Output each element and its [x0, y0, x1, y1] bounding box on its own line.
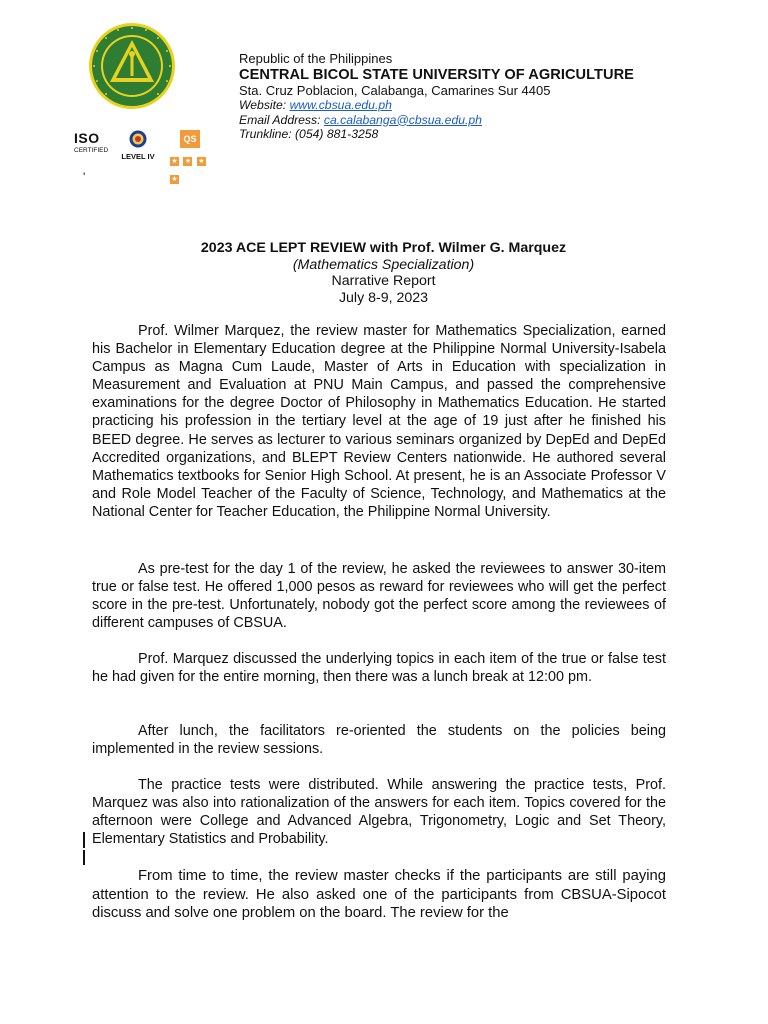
- text-cursor-mark: [83, 832, 85, 848]
- paragraph: The practice tests were distributed. While answering the practice tests, Prof. Marquez was also into rationalization of the answers for each item. Topics covered for the afternoon were College and Advanced Algebra, Trigonometry, Logic and Set Theory, Elementary Statistics and Probability.: [92, 777, 666, 848]
- star-icon: ★: [171, 176, 178, 183]
- trunkline-line: Trunkline: (054) 881-3258: [239, 127, 379, 141]
- paragraph: From time to time, the review master checks if the participants are still paying attention to the review. He also asked one of the participants from CBSUA-Sipocot discuss and solve one problem on the board. The review for the: [92, 868, 666, 922]
- star-icon: ★: [198, 158, 205, 165]
- text-cursor-mark: [83, 850, 85, 865]
- report-subtitle: (Mathematics Specialization): [292, 256, 475, 273]
- paragraph: As pre-test for the day 1 of the review, he asked the reviewees to answer 30-item true or false test. He offered 1,000 pesos as reward for reviewees who will get the perfect score in the pre-test. Unfortunately, nobody got the perfect score among the reviewees of different campuses of CBSUA.: [92, 561, 666, 632]
- report-type: Narrative Report: [331, 273, 436, 289]
- website-line: Website: www.cbsua.edu.ph: [239, 98, 392, 112]
- report-title-block: [92, 240, 675, 306]
- paragraph: After lunch, the facilitators re-oriented the students on the policies being implemented in the review sessions.: [92, 723, 666, 758]
- email-line: Email Address: ca.calabanga@cbsua.edu.ph: [239, 112, 482, 127]
- website-link[interactable]: www.cbsua.edu.ph: [289, 98, 392, 112]
- level-iv-badge: LEVEL IV: [118, 130, 158, 161]
- paragraph: Prof. Marquez discussed the underlying topics in each item of the true or false test he had given for the entire morning, then there was a lunch break at 12:00 pm.: [92, 651, 666, 686]
- report-title: 2023 ACE LEPT REVIEW with Prof. Wilmer G. Marquez: [200, 240, 567, 256]
- report-date: July 8-9, 2023: [338, 289, 429, 306]
- accreditation-badges: [74, 130, 224, 183]
- star-icon: ★: [184, 158, 192, 165]
- stars-row: [170, 150, 214, 186]
- country-line: Republic of the Philippines: [239, 51, 393, 66]
- qs-stars-badge: QS ★ ★ ★ ★: [170, 130, 214, 186]
- accreditation-seal-icon: [128, 130, 148, 148]
- iso-certified-badge: ISO CERTIFIED: [74, 130, 109, 154]
- university-seal-logo: [88, 22, 176, 110]
- stray-mark: ': [83, 170, 86, 184]
- email-link[interactable]: ca.calabanga@cbsua.edu.ph: [323, 112, 482, 127]
- university-name: CENTRAL BICOL STATE UNIVERSITY OF AGRICULTURE: [239, 66, 634, 83]
- letterhead-text: [239, 52, 719, 142]
- paragraph: Prof. Wilmer Marquez, the review master for Mathematics Specialization, earned his Bachelor in Elementary Education degree at the Philippine Normal University-Isabela Campus as Magna Cum Laude, Master of Arts in Education with specialization in Measurement and Evaluation at PNU Main Campus, and passed the comprehensive examinations for the degree Doctor of Philosophy in Mathematics Education. He started practicing his profession in the tertiary level at the age of 19 just after he finished his BEED degree. He serves as lecturer to various seminars organized by DepEd and DepEd Accredited organizations, and BLEPT Review Centers nationwide. He authored several Mathematics textbooks for Senior High School. At present, he is an Associate Professor V and Role Model Teacher of the Faculty of Science, Technology, and Mathematics at the National Center for Teacher Education, the Philippine Normal University.: [92, 323, 666, 520]
- star-icon: ★: [171, 158, 178, 165]
- address-line: Sta. Cruz Poblacion, Calabanga, Camarines Sur 4405: [239, 82, 551, 98]
